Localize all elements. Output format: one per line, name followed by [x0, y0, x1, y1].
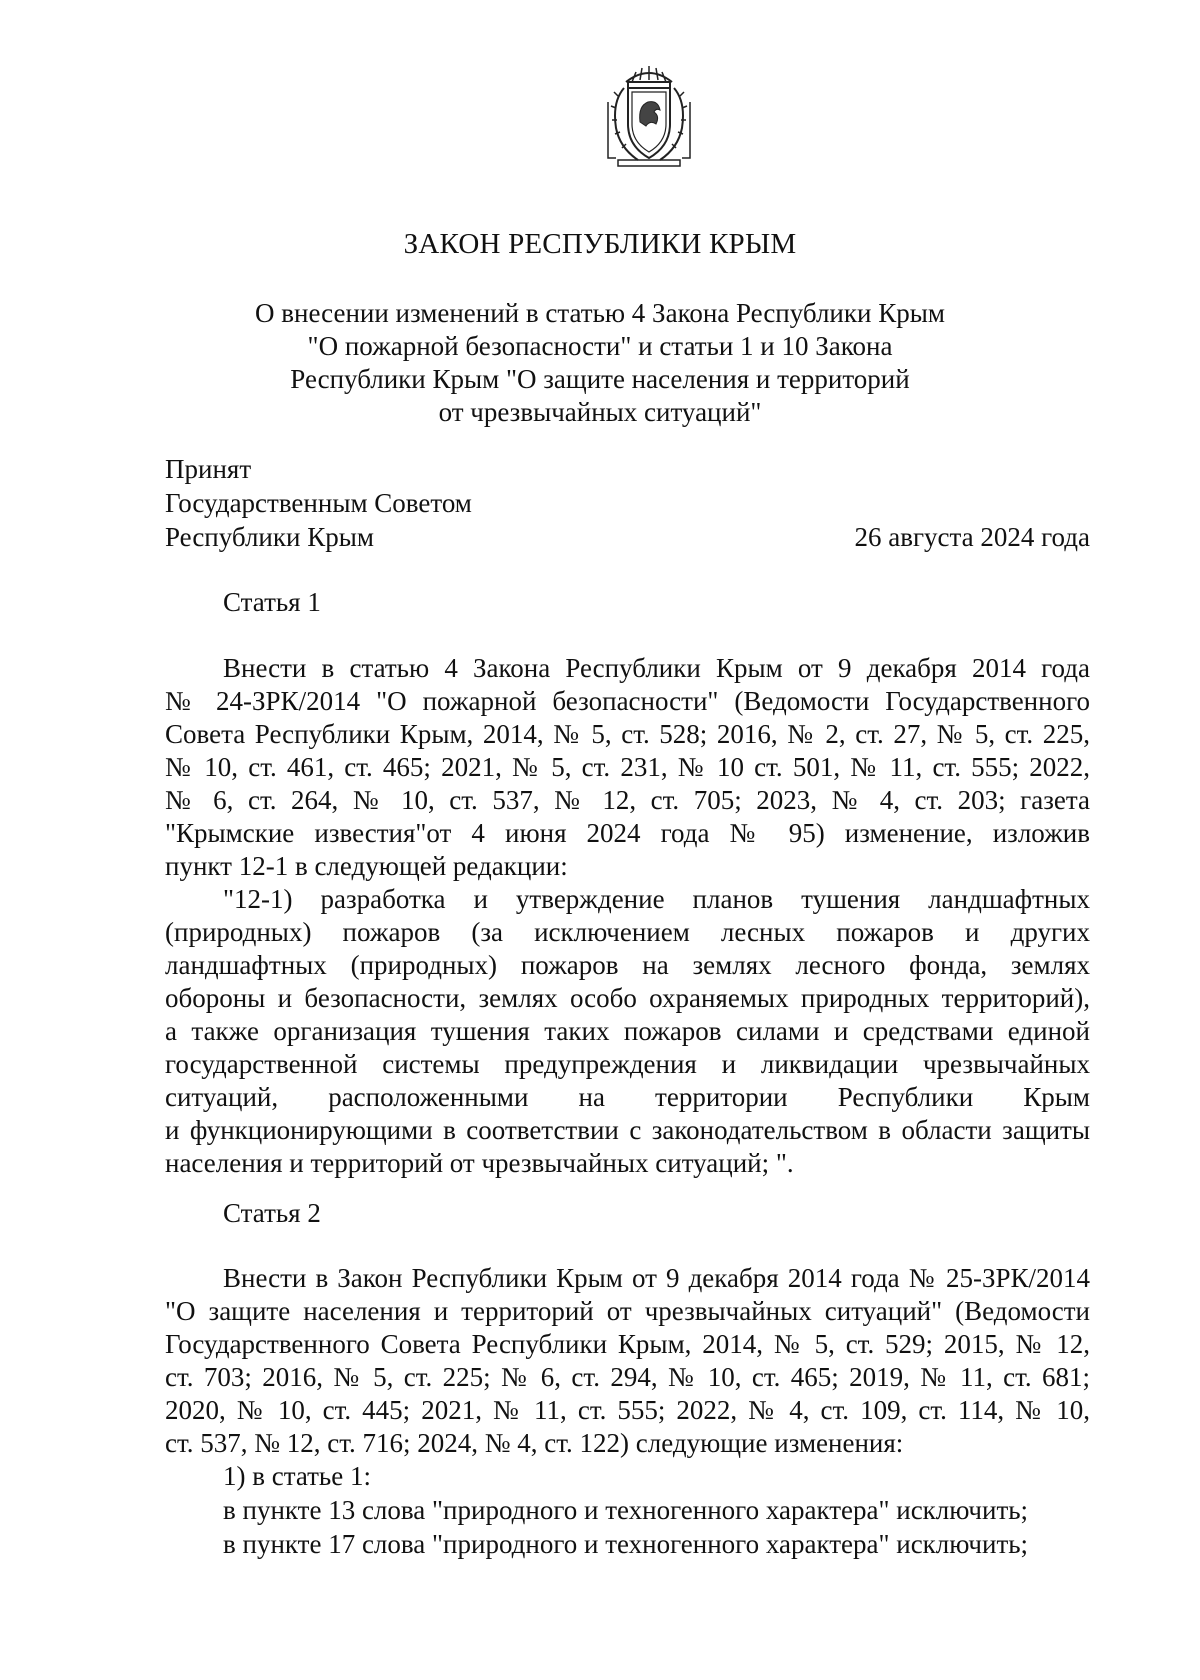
quote-line: и функционирующими в соответствии с законодательством в области защиты [165, 1115, 1090, 1145]
adopted-line: Принят [165, 454, 252, 484]
text-line: ст. 703; 2016, № 5, ст. 225; № 6, ст. 294, № 10, ст. 465; 2019, № 11, ст. 681; [165, 1362, 1090, 1392]
text-line: Внести в статью 4 Закона Республики Крым от 9 декабря 2014 года [223, 653, 1090, 683]
subtitle-line: "О пожарной безопасности" и статьи 1 и 10 Закона [307, 331, 893, 361]
text-line: Совета Республики Крым, 2014, № 5, ст. 528; 2016, № 2, ст. 27, № 5, ст. 225, [165, 719, 1090, 749]
subtitle-line: Республики Крым "О защите населения и территорий [290, 364, 910, 394]
quote-line: (природных) пожаров (за исключением лесных пожаров и других [165, 917, 1090, 947]
adopted-block [165, 452, 472, 554]
quote-line: "12-1) разработка и утверждение планов тушения ландшафтных [223, 884, 1090, 914]
text-line: № 6, ст. 264, № 10, ст. 537, № 12, ст. 705; 2023, № 4, ст. 203; газета [165, 785, 1090, 815]
subtitle-line: О внесении изменений в статью 4 Закона Республики Крым [255, 298, 945, 328]
article-2-item-1-line: в пункте 17 слова "природного и техногенного характера" исключить; [223, 1529, 1029, 1559]
article-1-body [165, 652, 1090, 1180]
adopted-line: Республики Крым [165, 522, 374, 552]
quote-line: ситуаций, расположенными на территории Республики Крым [165, 1082, 1090, 1112]
subtitle-line: от чрезвычайных ситуаций" [438, 397, 762, 427]
article-1-heading: Статья 1 [223, 587, 321, 617]
article-2-heading: Статья 2 [223, 1198, 321, 1228]
text-line: Государственного Совета Республики Крым, 2014, № 5, ст. 529; 2015, № 12, [165, 1329, 1090, 1359]
text-line: пункт 12-1 в следующей редакции: [165, 851, 568, 881]
law-title: ЗАКОН РЕСПУБЛИКИ КРЫМ [403, 228, 797, 260]
quote-line: ландшафтных (природных) пожаров на землях лесного фонда, землях [165, 950, 1090, 980]
article-2-body [165, 1262, 1090, 1460]
text-line: "Крымские известия"от 4 июня 2024 года № 95) изменение, изложив [165, 818, 1090, 848]
article-2-item-1-line: в пункте 13 слова "природного и техногенного характера" исключить; [223, 1495, 1029, 1525]
quote-line: населения и территорий от чрезвычайных ситуаций; ". [165, 1148, 794, 1178]
text-line: № 24-ЗРК/2014 "О пожарной безопасности" (Ведомости Государственного [165, 686, 1090, 716]
text-line: "О защите населения и территорий от чрезвычайных ситуаций" (Ведомости [165, 1296, 1090, 1326]
text-line: Внести в Закон Республики Крым от 9 декабря 2014 года № 25-ЗРК/2014 [223, 1263, 1090, 1293]
adopted-line: Государственным Советом [165, 488, 472, 518]
coat-of-arms-emblem [604, 62, 694, 168]
quote-line: а также организация тушения таких пожаров силами и средствами единой [165, 1016, 1090, 1046]
text-line: № 10, ст. 461, ст. 465; 2021, № 5, ст. 231, № 10 ст. 501, № 11, ст. 555; 2022, [165, 752, 1090, 782]
text-line: 2020, № 10, ст. 445; 2021, № 11, ст. 555; 2022, № 4, ст. 109, ст. 114, № 10, [165, 1395, 1090, 1425]
quote-line: государственной системы предупреждения и ликвидации чрезвычайных [165, 1049, 1090, 1079]
law-subtitle [0, 297, 1200, 429]
adopted-date: 26 августа 2024 года [854, 522, 1090, 552]
quote-line: обороны и безопасности, землях особо охраняемых природных территорий), [165, 983, 1090, 1013]
article-2-item-1: 1) в статье 1: [223, 1461, 371, 1491]
text-line: ст. 537, № 12, ст. 716; 2024, № 4, ст. 122) следующие изменения: [165, 1428, 904, 1458]
